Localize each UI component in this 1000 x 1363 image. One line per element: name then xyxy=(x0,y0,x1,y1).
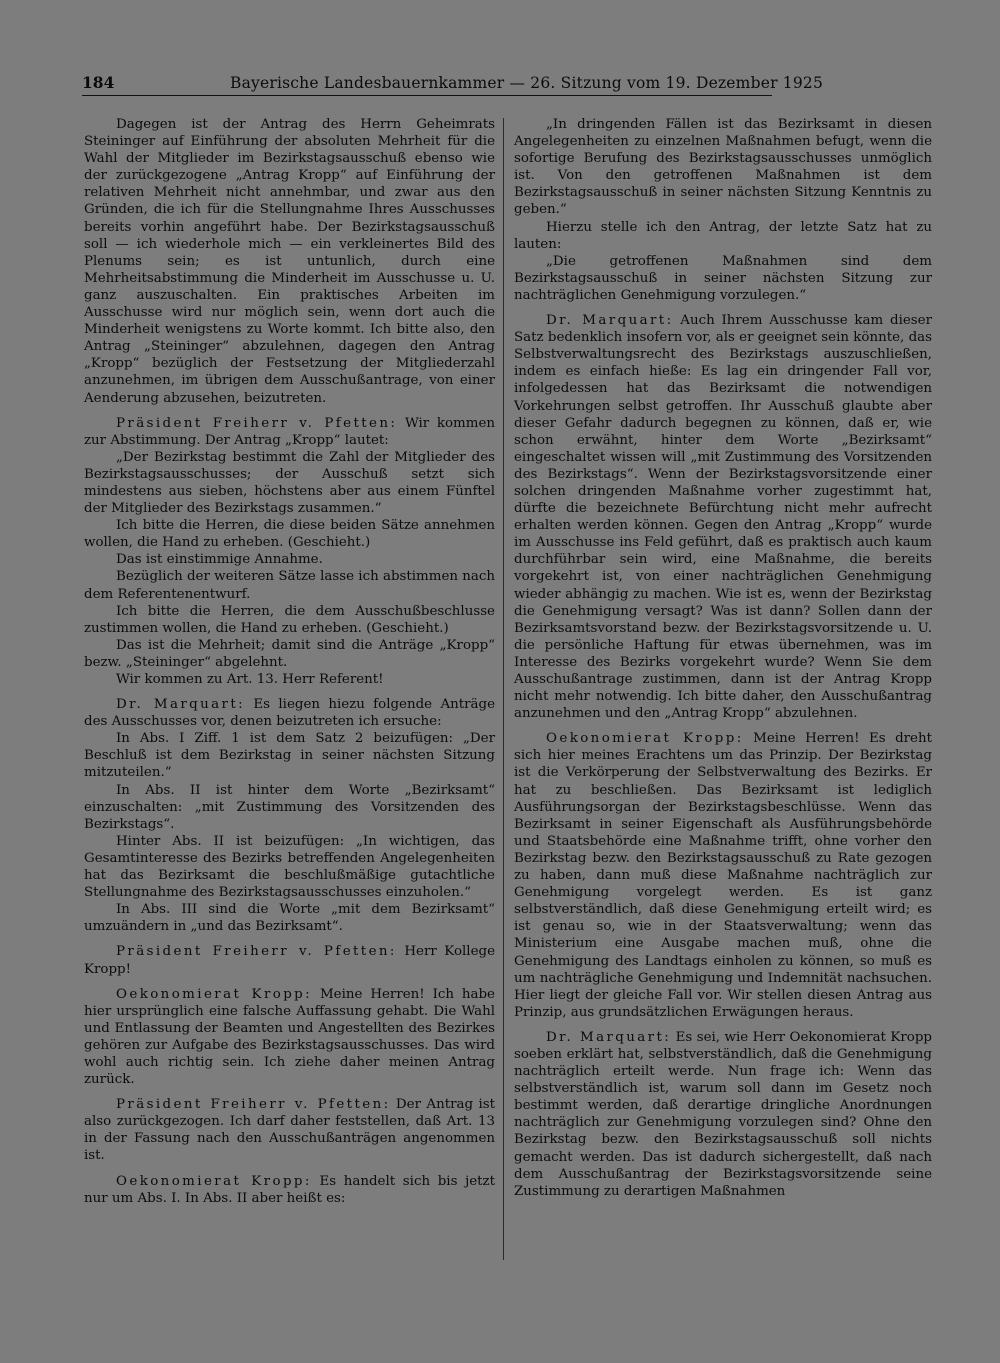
paragraph: Dr. Marquart: Es sei, wie Herr Oekonomierat Kropp soeben erklärt hat, selbstverständlich, daß die Genehmigung nachträglich erteilt werde. Nun frage ich: Wenn das selbstverständlich ist, warum soll dann im Gesetz noch bestimmt werden, daß derartige dringliche Anordnungen nachträglich zur Genehmigung vorzulegen sind? Ohne den Bezirkstag bezw. den Bezirkstagsausschuß soll nichts gemacht werden. Das ist dadurch sichergestellt, daß nach dem Ausschußantrag der Bezirkstagsvorsitzende seine Zustimmung zu derartigen Maßnahmen xyxy=(514,1029,933,1199)
paragraph: Ich bitte die Herren, die dem Ausschußbeschlusse zustimmen wollen, die Hand zu erheben. (Geschieht.) xyxy=(84,603,495,636)
paragraph: Oekonomierat Kropp: Meine Herren! Ich habe hier ursprünglich eine falsche Auffassung gehabt. Die Wahl und Entlassung der Beamten und Angestellten des Bezirkes gehören zur Aufgabe des Bezirkstagsausschusses. Das wird wohl auch richtig sein. Ich ziehe daher meinen Antrag zurück. xyxy=(84,986,495,1088)
speaker-name: Präsident Freiherr v. Pfetten: xyxy=(116,1097,391,1113)
paragraph: Das ist einstimmige Annahme. xyxy=(116,552,323,568)
speaker-name: Präsident Freiherr v. Pfetten: xyxy=(116,944,397,960)
quote: „Die getroffenen Maßnahmen sind dem Bezirkstagsausschuß in seiner nächsten Sitzung zur nachträglichen Genehmigung vorzulegen.“ xyxy=(514,253,932,303)
speaker-name: Oekonomierat Kropp: xyxy=(116,1173,312,1189)
paragraph: Dr. Marquart: Es liegen hiezu folgende Anträge des Ausschusses vor, denen beizutreten ich ersuche: xyxy=(84,697,496,730)
paragraph: Dr. Marquart: Auch Ihrem Ausschusse kam dieser Satz bedenklich insofern vor, als er geeignet sein könnte, das Selbstverwaltungsrecht des Bezirkstags auszuschließen, indem es einfach hieße: Es lag ein dringender Fall vor, infolgedessen hat das Bezirksamt die notwendigen Vorkehrungen selbst getroffen. Ihr Ausschuß glaubte aber dieser Gefahr dadurch begegnen zu können, daß er, wie schon erwähnt, hinter dem Worte „Bezirksamt“ eingeschaltet wissen will „mit Zustimmung des Vorsitzenden des Bezirkstags“. Wenn der Bezirkstagsvorsitzende einer solchen dringenden Maßnahme vorher zugestimmt hat, dürfte die bezeichnete Befürchtung nicht mehr aufrecht erhalten werden können. Gegen den Antrag „Kropp“ wurde im Ausschusse ins Feld geführt, daß es praktisch auch kaum durchführbar sein wird, eine Maßnahme, die bereits vorgekehrt ist, von einer nachträglichen Genehmigung wieder abhängig zu machen. Wie ist es, wenn der Bezirkstag die Genehmigung versagt? Was ist dann? Sollen dann der Bezirksamtsvorstand bezw. der Bezirkstagsvorsitzende u. U. die persönliche Haftung für etwas übernehmen, was im Interesse des Bezirks vorgekehrt wurde? Wenn Sie dem Ausschußantrage zustimmen, dann ist der Antrag Kropp nicht mehr notwendig. Ich bitte daher, den Ausschußantrag anzunehmen und den „Antrag Kropp“ abzulehnen. xyxy=(514,313,932,722)
paragraph: Das ist die Mehrheit; damit sind die Anträge „Kropp“ bezw. „Steininger“ abgelehnt. xyxy=(84,637,495,670)
speaker-name: Oekonomierat Kropp: xyxy=(546,731,744,747)
speaker-name: Dr. Marquart: xyxy=(116,697,246,713)
column-divider xyxy=(503,118,504,1260)
speaker-name: Dr. Marquart: xyxy=(546,1029,672,1045)
paragraph: In Abs. II ist hinter dem Worte „Bezirksamt“ einzuschalten: „mit Zustimmung des Vorsitzenden des Bezirkstags“. xyxy=(84,782,495,832)
paragraph: Präsident Freiherr v. Pfetten: Herr Kollege Kropp! xyxy=(84,944,496,977)
paragraph: Oekonomierat Kropp: Meine Herren! Es dreht sich hier meines Erachtens um das Prinzip. Der Bezirkstag ist die Verkörperung der Selbstverwaltung des Bezirks. Er hat zu beschließen. Das Bezirksamt ist lediglich Ausführungsorgan der Bezirkstagsbeschlüsse. Wenn das Bezirksamt in seiner Eigenschaft als Ausführungsbehörde und Staatsbehörde eine Maßnahme trifft, ohne vorher den Bezirkstag bezw. den Bezirkstagsausschuß zu Rate gezogen zu haben, dann muß diese Maßnahme nachträglich zur Genehmigung vorgelegt werden. Es ist ganz selbstverständlich, daß diese Genehmigung erteilt wird; es ist genau so, wie in der Staatsverwaltung; wenn das Ministerium eine Ausgabe machen muß, ohne die Genehmigung des Landtags einholen zu können, so muß es um nachträgliche Genehmigung und Indemnität nachsuchen. Hier liegt der gleiche Fall vor. Wir stellen diesen Antrag aus Prinzip, aus grundsätzlichen Erwägungen heraus. xyxy=(514,731,932,1020)
paragraph: In Abs. III sind die Worte „mit dem Bezirksamt“ umzuändern in „und das Bezirksamt“. xyxy=(84,902,495,935)
paragraph: Hierzu stelle ich den Antrag, der letzte Satz hat zu lauten: xyxy=(514,219,932,252)
paragraph: Wir kommen zu Art. 13. Herr Referent! xyxy=(116,672,384,687)
paragraph: Dagegen ist der Antrag des Herrn Geheimrats Steininger auf Einführung der absoluten Mehrheit für die Wahl der Mitglieder im Bezirkstagsausschuß ebenso wie der zurückgezogene „Antrag Kropp“ auf Einführung der relativen Mehrheit nicht annehmbar, und zwar aus den Gründen, die ich für die Stellungnahme Ihres Ausschusses bereits vorhin angeführt habe. Der Bezirkstagsausschuß soll — ich wiederhole mich — ein verkleinertes Bild des Plenums sein; es ist untunlich, durch eine Mehrheitsabstimmung die Minderheit im Ausschusse u. U. ganz auszuschalten. Ein praktisches Arbeiten im Ausschusse wird nur möglich sein, wenn dort auch die Minderheit wenigstens zu Worte kommt. Ich bitte also, den Antrag „Steininger“ abzulehnen, dagegen den Antrag „Kropp“ bezüglich der Festsetzung der Mitgliederzahl anzunehmen, im übrigen dem Ausschußantrage, von einer Aenderung abzusehen, beizutreten. xyxy=(84,117,495,406)
speaker-name: Dr. Marquart: xyxy=(546,313,674,329)
page-header xyxy=(82,72,824,94)
paragraph: Präsident Freiherr v. Pfetten: Der Antrag ist also zurückgezogen. Ich darf daher feststellen, daß Art. 13 in der Fassung nach den Ausschußanträgen angenommen ist. xyxy=(84,1097,496,1164)
paragraph: In Abs. I Ziff. 1 ist dem Satz 2 beizufügen: „Der Beschluß ist dem Bezirkstag in seiner nächsten Sitzung mitzuteilen.“ xyxy=(84,731,495,781)
header-rule xyxy=(82,95,772,96)
quote: „In dringenden Fällen ist das Bezirksamt in diesen Angelegenheiten zu einzelnen Maßnahmen befugt, wenn die sofortige Berufung des Bezirkstagsausschusses unmöglich ist. Von den getroffenen Maßnahmen ist dem Bezirkstagsausschuß in seiner nächsten Sitzung Kenntnis zu geben.“ xyxy=(514,117,932,218)
paragraph: Ich bitte die Herren, die diese beiden Sätze annehmen wollen, die Hand zu erheben. (Geschieht.) xyxy=(84,518,495,551)
paragraph: Oekonomierat Kropp: Es handelt sich bis jetzt nur um Abs. I. In Abs. II aber heißt es: xyxy=(84,1173,495,1206)
paragraph: Hinter Abs. II ist beizufügen: „In wichtigen, das Gesamtinteresse des Bezirks betreffenden Angelegenheiten hat das Bezirksamt die beschlußmäßige gutachtliche Stellungnahme des Bezirkstagsausschusses einzuholen.“ xyxy=(84,833,495,901)
right-column xyxy=(514,116,932,1200)
paragraph: Bezüglich der weiteren Sätze lasse ich abstimmen nach dem Referentenentwurf. xyxy=(84,569,495,602)
page-number: 184 xyxy=(82,73,115,92)
paragraph: Präsident Freiherr v. Pfetten: Wir kommen zur Abstimmung. Der Antrag „Kropp“ lautet: xyxy=(84,415,495,448)
left-column xyxy=(84,116,495,1207)
quote: „Der Bezirkstag bestimmt die Zahl der Mitglieder des Bezirkstagsausschusses; der Ausschuß setzt sich mindestens aus sieben, höchstens aber aus einem Fünftel der Mitglieder des Bezirkstags zusammen.“ xyxy=(84,449,495,517)
speaker-name: Präsident Freiherr v. Pfetten: xyxy=(116,415,398,431)
speaker-name: Oekonomierat Kropp: xyxy=(116,986,313,1002)
running-title: Bayerische Landesbauernkammer — 26. Sitzung vom 19. Dezember 1925 xyxy=(230,74,824,92)
